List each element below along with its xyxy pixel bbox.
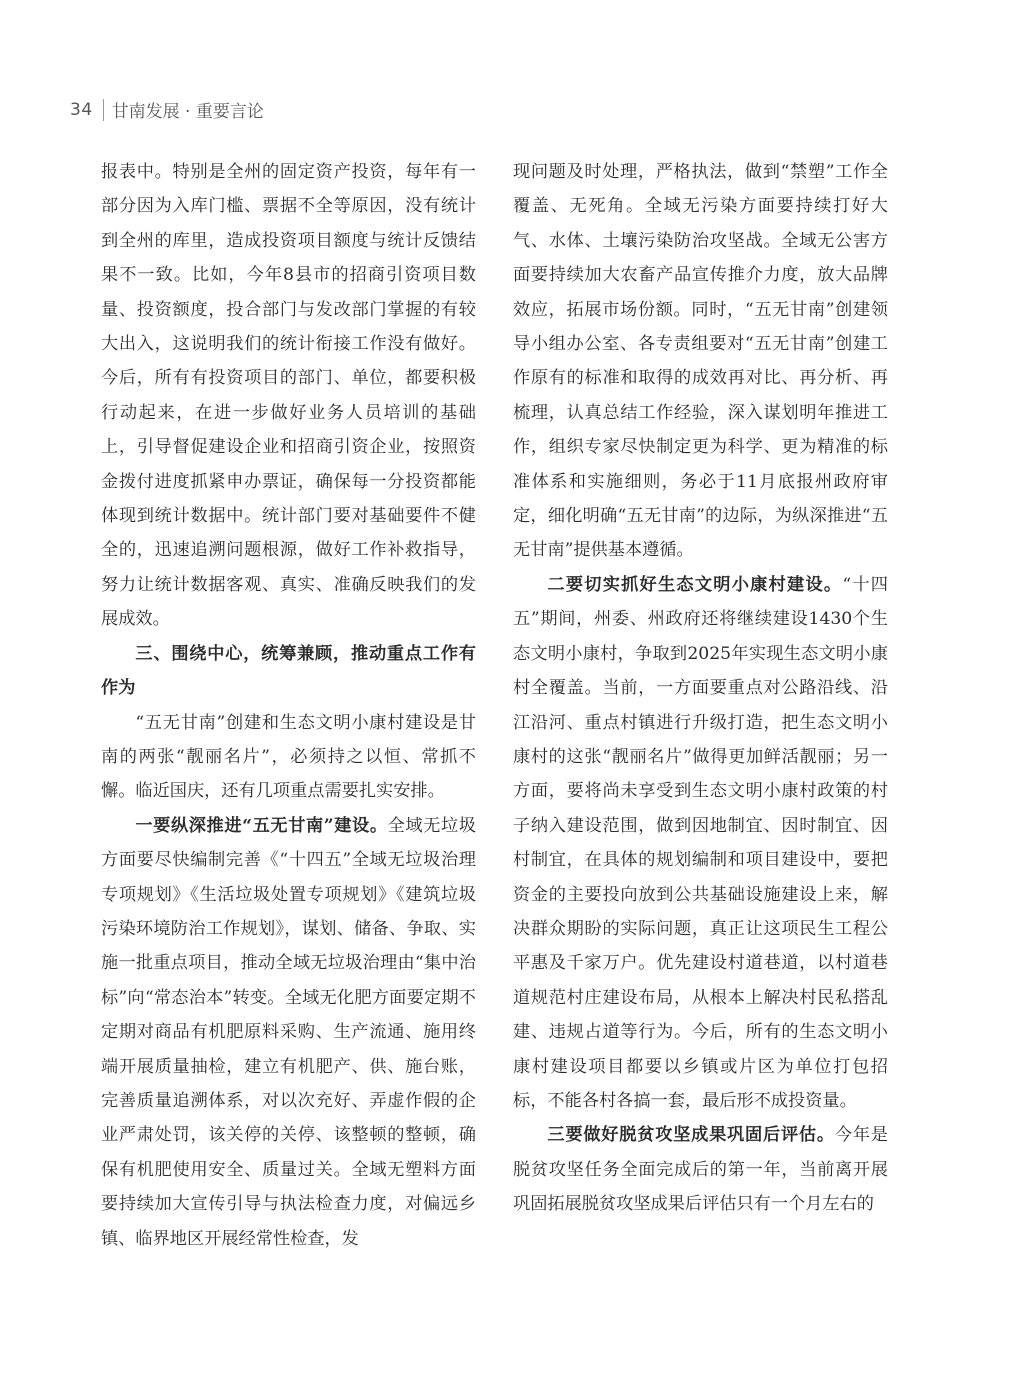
paragraph-body: 全域无垃圾方面要尽快编制完善《“十四五”全域无垃圾治理专项规划》《生活垃圾处置专项规划》《建筑垃圾污染环境防治工作规划》，谋划、储备、争取、实施一批重点项目，推动全域无垃圾治理由“集中治标”向“常态治本”转变。全域无化肥方面要定期不定期对商品有机肥原料采购、生产流通、施用终端开展质量抽检，建立有机肥产、供、施台账，完善质量追溯体系，对以次充好、弄虚作假的企业严肃处罚，该关停的关停、该整顿的整顿，确保有机肥使用安全、质量过关。全域无塑料方面要持续加大宣传引导与执法检查力度，对偏远乡镇、临界地区开展经常性检查，发 xyxy=(101,815,476,1249)
paragraph: 报表中。特别是全州的固定资产投资，每年有一部分因为入库门槛、票据不全等原因，没有统计到全州的库里，造成投资项目额度与统计反馈结果不一致。比如，今年8县市的招商引资项目数量、投资额度，投合部门与发改部门掌握的有较大出入，这说明我们的统计衔接工作没有做好。今后，所有有投资项目的部门、单位，都要积极行动起来，在进一步做好业务人员培训的基础上，引导督促建设企业和招商引资企业，按照资金拨付进度抓紧申办票证，确保每一分投资都能体现到统计数据中。统计部门要对基础要件不健全的，迅速追溯问题根源，做好工作补救指导，努力让统计数据客观、真实、准确反映我们的发展成效。 xyxy=(101,162,476,630)
left-column xyxy=(101,155,476,1256)
paragraph xyxy=(513,568,888,1119)
paragraph-lead: 二要切实抓好生态文明小康村建设。 xyxy=(547,574,843,595)
paragraph-body: 今年是脱贫攻坚任务全面完成后的第一年，当前离开展巩固拓展脱贫攻坚成果后评估只有一个月左右的 xyxy=(513,1125,888,1215)
paragraph: 现问题及时处理，严格执法，做到“禁塑”工作全覆盖、无死角。全域无污染方面要持续打好大气、水体、土壤污染防治攻坚战。全域无公害方面要持续加大农畜产品宣传推介力度，放大品牌效应，拓展市场份额。同时，“五无甘南”创建领导小组办公室、各专责组要对“五无甘南”创建工作原有的标准和取得的成效再对比、再分析、再梳理，认真总结工作经验，深入谋划明年推进工作，组织专家尽快制定更为科学、更为精准的标准体系和实施细则，务必于11月底报州政府审定，细化明确“五无甘南”的边际，为纵深推进“五无甘南”提供基本遵循。 xyxy=(513,162,888,561)
running-header xyxy=(70,97,264,122)
section-title: 甘南发展 · 重要言论 xyxy=(111,102,264,122)
paragraph-lead: 一要纵深推进“五无甘南”建设。 xyxy=(135,815,388,836)
page-number: 34 xyxy=(70,99,93,120)
right-column xyxy=(513,155,888,1222)
paragraph-body: “十四五”期间，州委、州政府还将继续建设1430个生态文明小康村，争取到2025年实现生态文明小康村全覆盖。当前，一方面要重点对公路沿线、沿江沿河、重点村镇进行升级打造，把生态文明小康村的这张“靓丽名片”做得更加鲜活靓丽；另一方面，要将尚未享受到生态文明小康村政策的村子纳入建设范围，做到因地制宜、因时制宜、因村制宜，在具体的规划编制和项目建设中，要把资金的主要投向放到公共基础设施建设上来，解决群众期盼的实际问题，真正让这项民生工程公平惠及千家万户。优先建设村道巷道，以村道巷道规范村庄建设布局，从根本上解决村民私搭乱建、违规占道等行为。今后，所有的生态文明小康村建设项目都要以乡镇或片区为单位打包招标，不能各村各搞一套，最后形不成投资量。 xyxy=(513,574,888,1111)
paragraph: “五无甘南”创建和生态文明小康村建设是甘南的两张“靓丽名片”，必须持之以恒、常抓不懈。临近国庆，还有几项重点需要扎实安排。 xyxy=(101,712,476,802)
section-heading: 三、围绕中心，统筹兼顾，推动重点工作有作为 xyxy=(101,643,476,699)
header-divider xyxy=(103,99,104,121)
paragraph xyxy=(101,809,476,1256)
paragraph xyxy=(513,1118,888,1221)
paragraph-lead: 三要做好脱贫攻坚成果巩固后评估。 xyxy=(547,1125,835,1146)
